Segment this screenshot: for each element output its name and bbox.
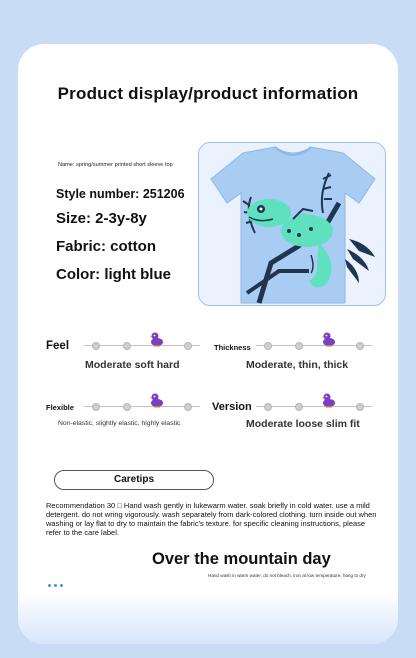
scale-dot — [184, 342, 192, 350]
thickness-scale — [256, 341, 372, 351]
version-scale — [256, 402, 372, 412]
care-instructions: Recommendation 30 □ Hand wash gently in lukewarm water. soak briefly in cold water. use a mild detergent. do not wring vigorously. wash separately from dark-colored clothing. turn inside out when washing or lay flat to dry to maintain the fabric's texture. for specific cleaning instructions, please refer to the care label. — [46, 501, 377, 537]
duck-icon — [321, 392, 337, 408]
scale-dot — [184, 403, 192, 411]
page-title: Product display/product information — [57, 84, 359, 103]
feel-scale — [84, 341, 200, 351]
scale-dot — [264, 403, 272, 411]
flexible-scale — [84, 402, 200, 412]
wash-note: Hand wash in warm water, do not bleach, iron at low temperature, hang to dry — [208, 573, 366, 578]
product-card — [18, 44, 398, 644]
card-bottom-fade — [18, 592, 398, 644]
product-image — [198, 142, 386, 306]
duck-icon — [149, 331, 165, 347]
scale-dot — [123, 342, 131, 350]
color-spec: Color: light blue — [56, 266, 171, 283]
duck-icon — [321, 331, 337, 347]
product-name: Name: spring/summer printed short sleeve top — [58, 162, 173, 168]
scale-dot — [295, 403, 303, 411]
scale-dot — [92, 403, 100, 411]
scale-dot — [92, 342, 100, 350]
feel-value: Moderate soft hard — [85, 359, 180, 371]
slogan: Over the mountain day — [152, 550, 331, 568]
duck-icon — [149, 392, 165, 408]
flexible-label: Flexible — [46, 403, 74, 412]
thickness-value: Moderate, thin, thick — [246, 359, 349, 371]
version-value: Moderate loose slim fit — [246, 418, 360, 430]
scale-dot — [264, 342, 272, 350]
scale-dot — [356, 342, 364, 350]
size-spec: Size: 2-3y-8y — [56, 210, 147, 227]
style-number: Style number: 251206 — [56, 187, 185, 201]
caretips-heading: Caretips — [54, 470, 214, 490]
version-label: Version — [212, 401, 252, 413]
scale-dot — [295, 342, 303, 350]
decorative-dots — [48, 574, 66, 592]
fabric-spec: Fabric: cotton — [56, 238, 156, 255]
feel-label: Feel — [46, 340, 70, 352]
flexible-value: Non-elastic, slightly elastic, highly elastic — [58, 420, 181, 427]
scale-dot — [356, 403, 364, 411]
scale-dot — [123, 403, 131, 411]
tshirt-illustration — [199, 143, 386, 306]
thickness-label: Thickness — [214, 343, 251, 352]
